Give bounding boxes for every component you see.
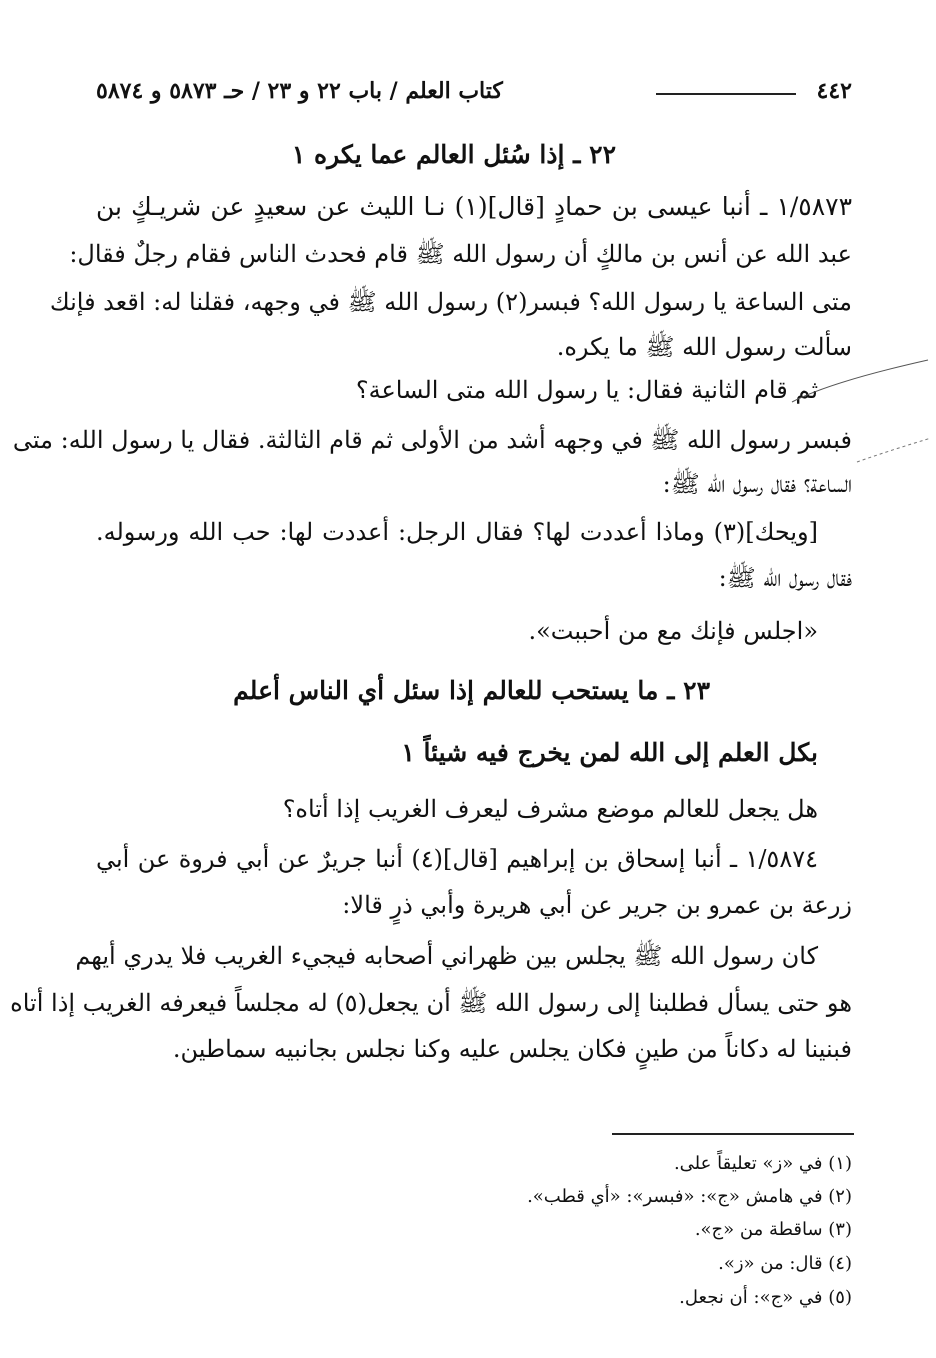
hadith-5873-line-9: فقال رسول الله ﷺ:	[718, 564, 852, 592]
running-header	[96, 78, 852, 114]
hadith-5873-line-8: [ويحك](٣) وماذا أعددت لها؟ فقال الرجل: أعددت لها: حب الله ورسوله.	[96, 518, 818, 546]
footnote-4: (٤) قال: من «ز».	[718, 1253, 852, 1274]
footnote-5: (٥) في «ج»: أن نجعل.	[679, 1287, 852, 1308]
hadith-5873-line-2: عبد الله عن أنس بن مالكٍ أن رسول الله ﷺ قام فحدث الناس فقام رجلٌ فقال:	[69, 240, 852, 268]
footnote-1: (١) في «ز» تعليقاً على.	[673, 1153, 852, 1174]
hadith-5873-line-10: «اجلس فإنك مع من أحببت».	[528, 617, 818, 645]
hadith-5873-line-7: الساعة؟ فقال رسول الله ﷺ:	[662, 470, 852, 498]
hadith-5874-line-5: فبنينا له دكاناً من طينٍ فكان يجلس عليه وكنا نجلس بجانبيه سماطين.	[172, 1035, 852, 1063]
chapter-23-question: هل يجعل للعالم موضع مشرف ليعرف الغريب إذا أتاه؟	[282, 795, 818, 823]
hadith-5874-line-2: زرعة بن عمرو بن جرير عن أبي هريرة وأبي ذرٍ قالا:	[342, 891, 852, 919]
margin-pen-mark	[790, 352, 930, 412]
chapter-heading-22: ٢٢ ـ إذا سُئل العالم عما يكره ١	[291, 140, 616, 169]
footnote-2: (٢) في هامش «ج»: «فبسر»: «أي قطب».	[527, 1186, 852, 1207]
hadith-5873-line-5: ثم قام الثانية فقال: يا رسول الله متى الساعة؟	[355, 376, 818, 404]
margin-pen-mark-2	[855, 430, 935, 470]
page-number: ٤٤٢	[816, 78, 852, 104]
hadith-5873-line-6: فبسر رسول الله ﷺ في وجهه أشد من الأولى ثم قام الثالثة. فقال يا رسول الله: متى	[12, 426, 852, 454]
hadith-5874-line-1: ١/٥٨٧٤ ـ أنبا إسحاق بن إبراهيم [قال](٤) أنبا جريرٌ عن أبي فروة عن أبي	[96, 845, 818, 873]
hadith-5874-line-3: كان رسول الله ﷺ يجلس بين ظهراني أصحابه فيجيء الغريب فلا يدري أيهم	[75, 942, 818, 970]
hadith-5873-line-1: ١/٥٨٧٣ ـ أنبا عيسى بن حمادٍ [قال](١) نـا الليث عن سعيدٍ عن شريـكٍ بن	[96, 192, 852, 221]
footnote-separator	[612, 1133, 854, 1135]
running-title: كتاب العلم / باب ٢٢ و ٢٣ / حـ ٥٨٧٣ و ٥٨٧٤	[96, 78, 503, 104]
hadith-5873-line-3: متى الساعة يا رسول الله؟ فبسر(٢) رسول الله ﷺ في وجهه، فقلنا له: اقعد فإنك	[49, 288, 852, 316]
footnote-3: (٣) ساقطة من «ج».	[694, 1219, 852, 1240]
header-rule	[656, 93, 796, 95]
hadith-5874-line-4: هو حتى يسأل فطلبنا إلى رسول الله ﷺ أن يجعل(٥) له مجلساً فيعرفه الغريب إذا أتاه	[10, 989, 852, 1017]
margin-insertion-line: بكل العلم إلى الله لمن يخرج فيه شيئاً ١	[401, 738, 818, 767]
hadith-5873-line-4: سألت رسول الله ﷺ ما يكره.	[556, 333, 852, 361]
chapter-heading-23: ٢٣ ـ ما يستحب للعالم إذا سئل أي الناس أعلم	[233, 676, 710, 705]
